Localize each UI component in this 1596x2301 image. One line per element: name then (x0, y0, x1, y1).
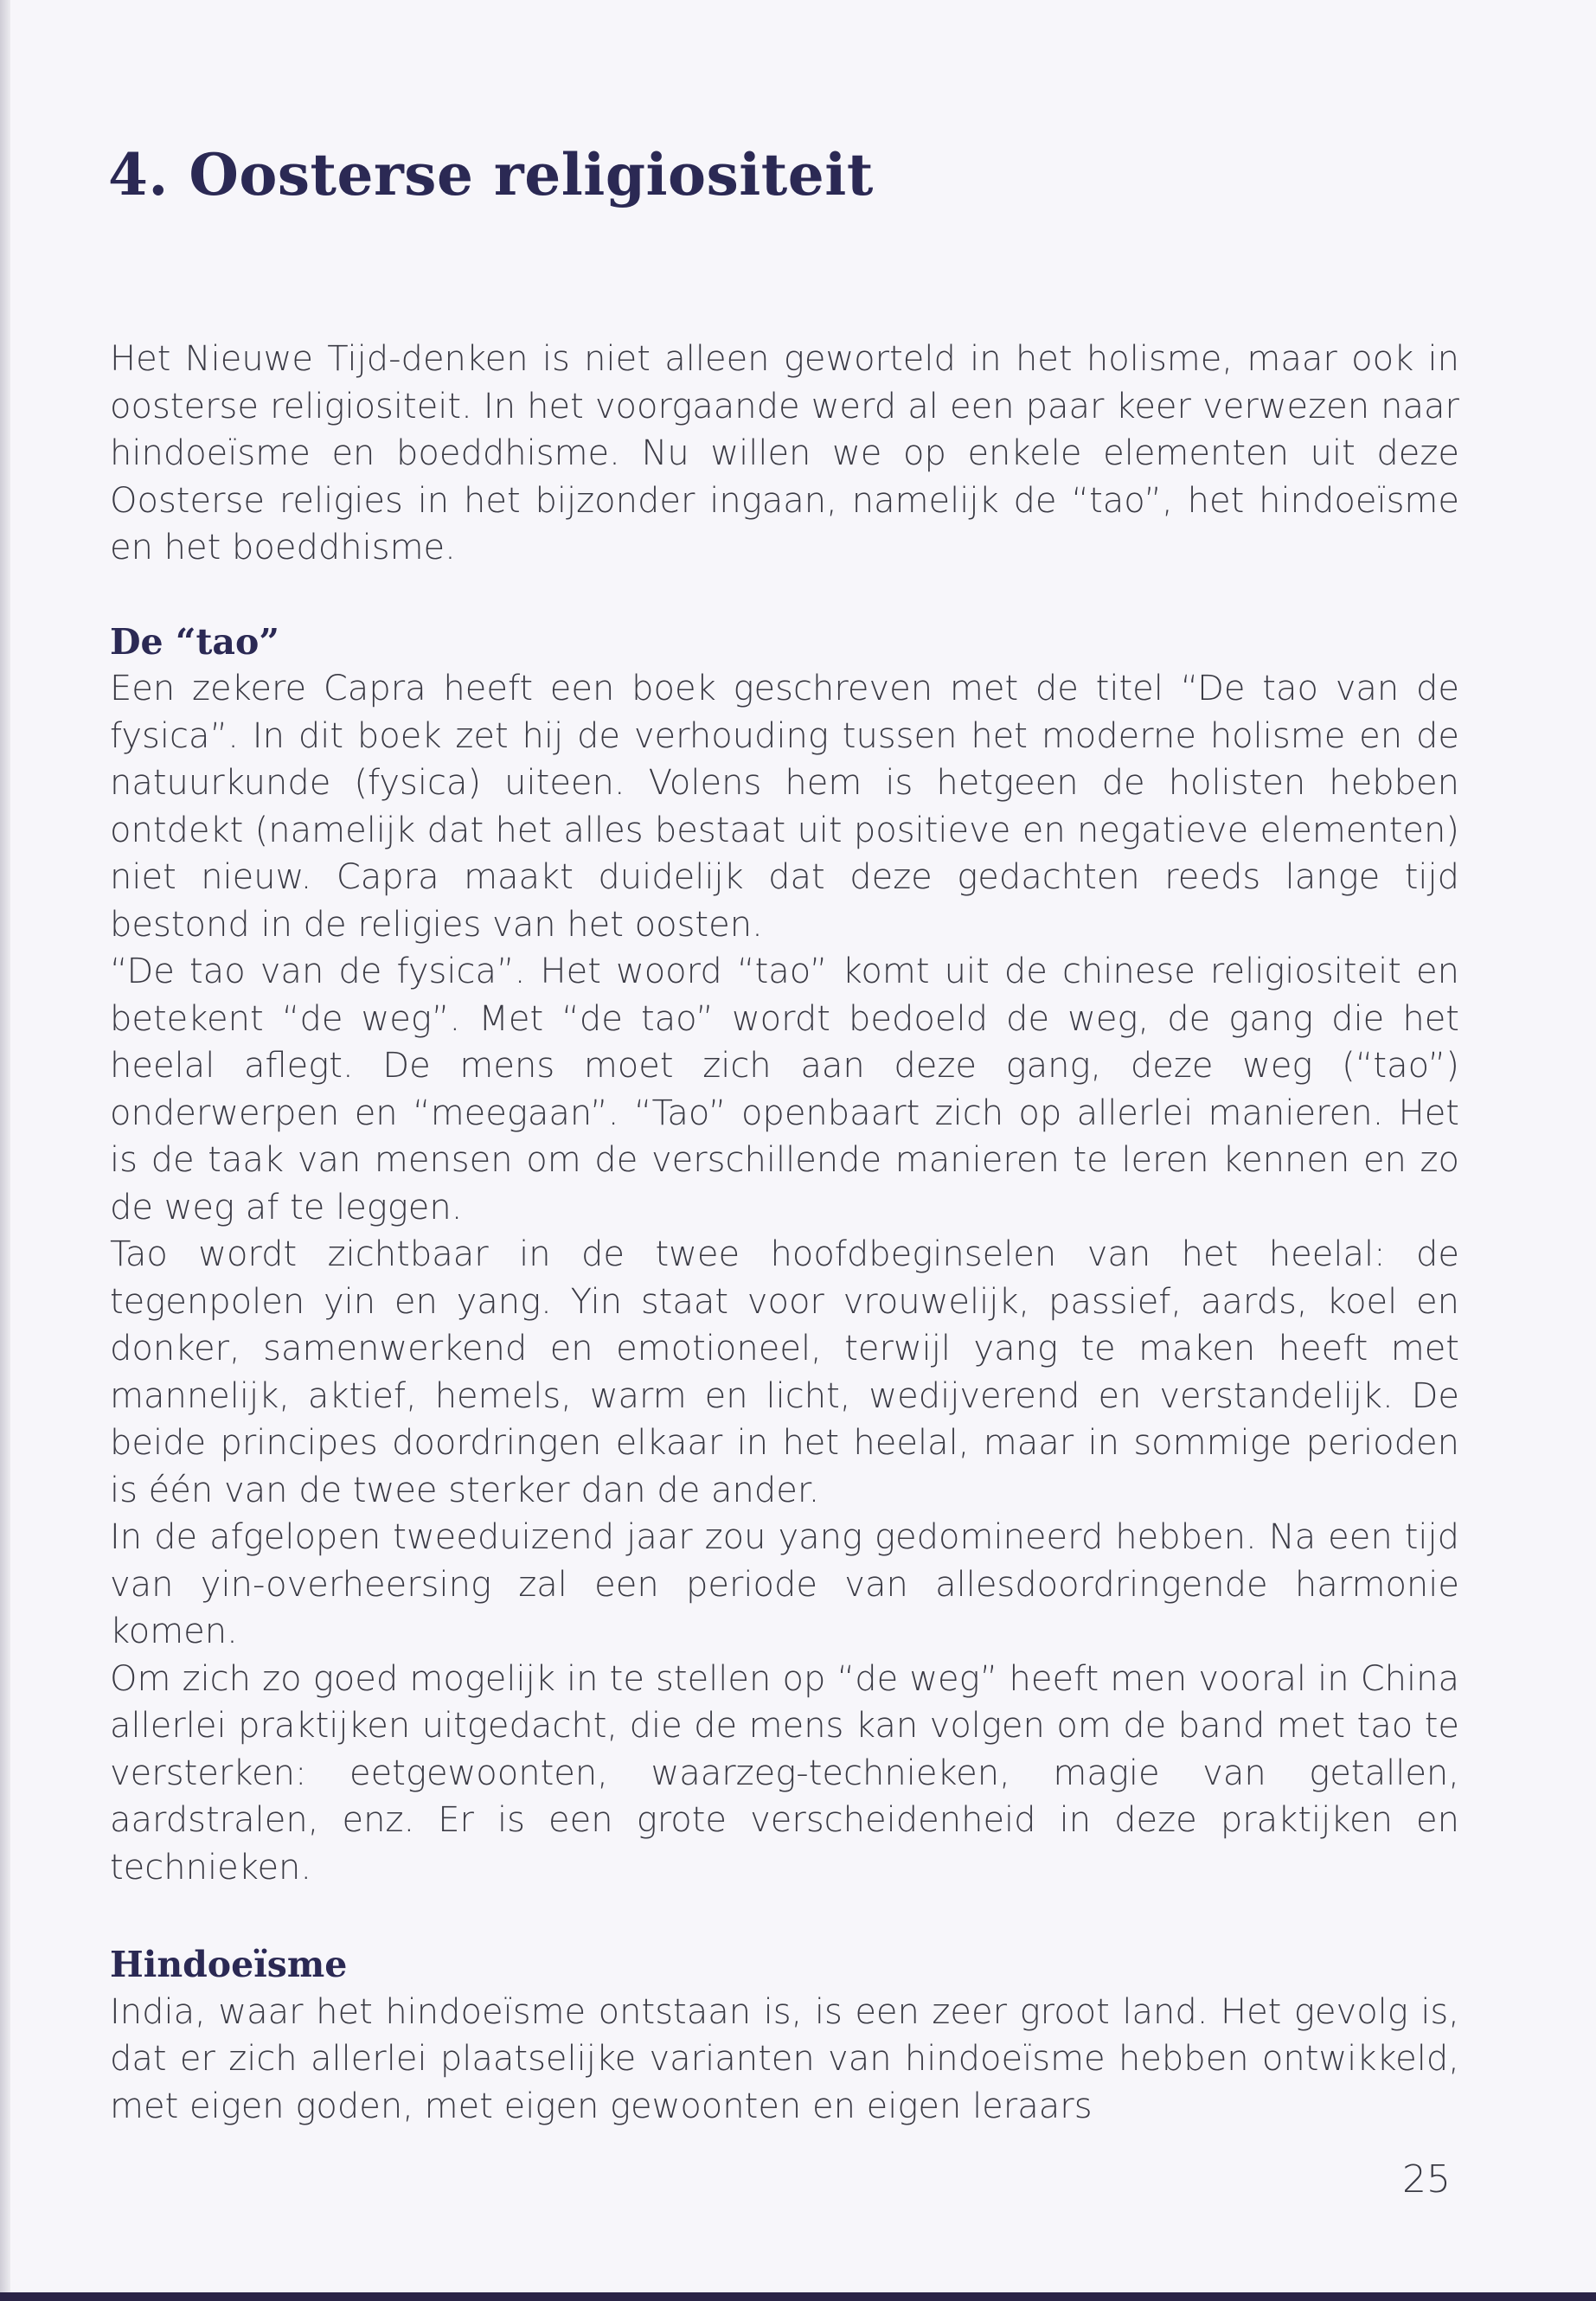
tao-paragraph-1: Een zekere Capra heeft een boek geschreven met de titel “De tao van de fysica”. In dit boek zet hij de verhouding tussen het moderne holisme en de natuurkunde (fysica) uiteen. Volens hem is hetgeen de holisten hebben ontdekt (namelijk dat het alles bestaat uit positieve en negatieve elementen) niet nieuw. Capra maakt duidelijk dat deze gedachten reeds lange tijd bestond in de religies van het oosten. (110, 669, 1459, 945)
tao-paragraph-2: “De tao van de fysica”. Het woord “tao” komt uit de chinese religiositeit en betekent “de weg”. Met “de tao” wordt bedoeld de weg, de gang die het heelal aflegt. De mens moet zich aan deze gang, deze weg (“tao”) onderwerpen en “meegaan”. “Tao” openbaart zich op allerlei manieren. Het is de taak van mensen om de verschillende manieren te leren kennen en zo de weg af te leggen. (110, 952, 1459, 1227)
page-number: 25 (1402, 2157, 1451, 2202)
tao-paragraph-5: Om zich zo goed mogelijk in te stellen op “de weg” heeft men vooral in China allerlei praktijken uitgedacht, die de mens kan volgen om de band met tao te versterken: eetgewoonten, waarzeg-technieken, magie van getallen, aardstralen, enz. Er is een grote verscheidenheid in deze praktijken en technieken. (110, 1658, 1459, 1888)
bottom-edge-bar (0, 2292, 1596, 2301)
section-heading-hindoeisme: Hindoeïsme (110, 1944, 348, 1985)
page-spine-shadow (0, 0, 10, 2301)
tao-paragraph-3: Tao wordt zichtbaar in de twee hoofdbeginselen van het heelal: de tegenpolen yin en yang. Yin staat voor vrouwelijk, passief, aards, koel en donker, samenwerkend en emotioneel, terwijl yang te maken heeft met mannelijk, aktief, hemels, warm en licht, wedijverend en verstandelijk. De beide principes doordringen elkaar in het heelal, maar in sommige perioden is één van de twee sterker dan de ander. (110, 1234, 1459, 1510)
section-heading-tao: De “tao” (110, 620, 279, 663)
hindoeisme-paragraph-1: India, waar het hindoeïsme ontstaan is, is een zeer groot land. Het gevolg is, dat er zich allerlei plaatselijke varianten van hindoeïsme hebben ontwikkeld, met eigen goden, met eigen gewoonten en eigen leraars (110, 1991, 1459, 2126)
tao-paragraph-4: In de afgelopen tweeduizend jaar zou yang gedomineerd hebben. Na een tijd van yin-overheersing zal een periode van allesdoordringende harmonie komen. (110, 1517, 1459, 1651)
spacer (110, 1891, 1459, 1941)
spacer (110, 572, 1459, 619)
chapter-title: 4. Oosterse religiositeit (108, 141, 874, 208)
page-body (110, 336, 1459, 2130)
intro-paragraph: Het Nieuwe Tijd-denken is niet alleen geworteld in het holisme, maar ook in oosterse religiositeit. In het voorgaande werd al een paar keer verwezen naar hindoeïsme en boeddhisme. Nu willen we op enkele elementen uit deze Oosterse religies in het bijzonder ingaan, namelijk de “tao”, het hindoeïsme en het boeddhisme. (110, 339, 1459, 567)
